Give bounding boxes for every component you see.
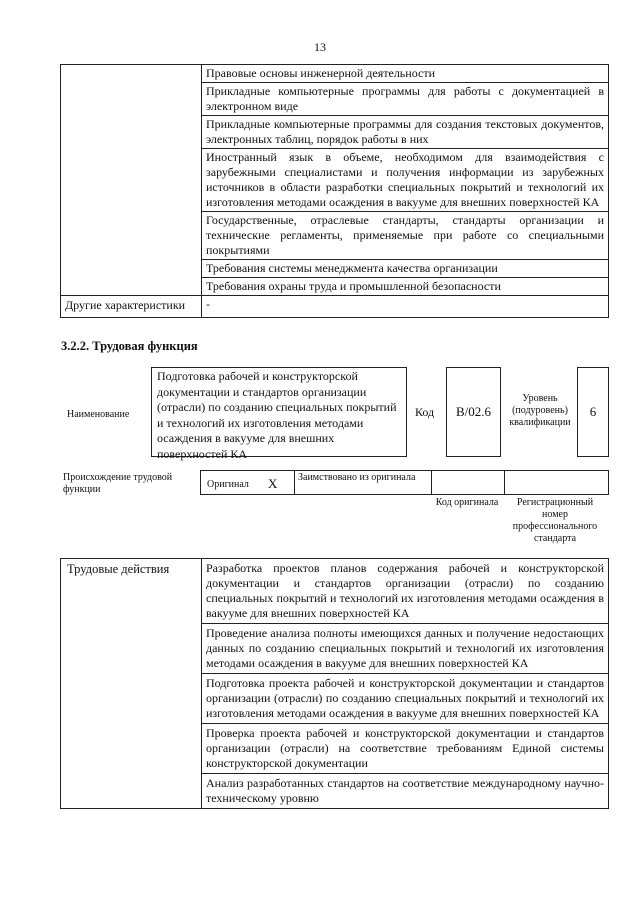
level-label: Уровень (подуровень) квалификации xyxy=(509,393,571,428)
code-value: B/02.6 xyxy=(446,367,501,457)
knowledge-cell: Правовые основы инженерной деятельности xyxy=(202,65,609,83)
action-cell: Анализ разработанных стандартов на соответствие международному научно-техническому уровню xyxy=(202,774,609,809)
knowledge-cell: Требования охраны труда и промышленной безопасности xyxy=(202,278,609,296)
origin-divider xyxy=(504,471,505,494)
table-row xyxy=(61,65,609,83)
name-value: Подготовка рабочей и конструкторской документации и стандартов организации (отрасли) по созданию специальных покрытий и технологий их изготовления методами осаждения в вакууме для внешних поверхностей КА xyxy=(157,369,397,461)
actions-table xyxy=(60,558,609,809)
borrowed-label: Заимствовано из оригинала xyxy=(298,472,416,483)
action-cell: Подготовка проекта рабочей и конструкторской документации и стандартов организации (отрасли) по созданию специальных покрытий и технологий их изготовления методами осаждения в вакууме для внешних поверхностей КА xyxy=(202,674,609,724)
knowledge-cell: Прикладные компьютерные программы для создания текстовых документов, электронных таблиц, порядок работы в них xyxy=(202,116,609,149)
origin-divider xyxy=(431,471,432,494)
original-label: Оригинал xyxy=(207,479,249,490)
other-characteristics-value: - xyxy=(202,296,609,318)
original-cell xyxy=(201,471,295,494)
knowledge-cell: Государственные, отраслевые стандарты, стандарты организации и технические регламенты, применяемые при работе со специальными покрытиями xyxy=(202,212,609,260)
name-value-box xyxy=(151,367,407,461)
level-value: 6 xyxy=(577,367,609,457)
original-code-caption: Код оригинала xyxy=(435,497,499,508)
origin-label: Происхождение трудовой функции xyxy=(63,472,173,495)
knowledge-cell: Прикладные компьютерные программы для работы с документацией в электронном виде xyxy=(202,83,609,116)
origin-row xyxy=(200,470,609,495)
table-row xyxy=(61,296,609,318)
page-number: 13 xyxy=(314,40,326,54)
knowledge-table xyxy=(60,64,609,318)
other-characteristics-label: Другие характеристики xyxy=(61,296,202,318)
action-cell: Проведение анализа полноты имеющихся данных и получение недостающих данных по созданию специальных покрытий и технологий их изготовления методами осаждения в вакууме для внешних поверхностей КА xyxy=(202,624,609,674)
actions-label-cell: Трудовые действия xyxy=(61,559,202,809)
code-label: Код xyxy=(415,405,435,419)
section-heading: 3.2.2. Трудовая функция xyxy=(61,339,198,353)
name-label: Наименование xyxy=(67,409,130,420)
action-cell: Разработка проектов планов содержания рабочей и конструкторской документации и стандартов организации (отрасли) по созданию специальных покрытий и технологий их изготовления методами осаждения в вакууме для внешних поверхностей КА xyxy=(202,559,609,624)
original-mark: X xyxy=(268,476,278,491)
knowledge-cell: Иностранный язык в объеме, необходимом для взаимодействия с зарубежными специалистами и получения информации из зарубежных источников в области разработки специальных покрытий и технологий их изготовления методами осаждения в вакууме для внешних поверхностей КА xyxy=(202,149,609,212)
table-row xyxy=(61,559,609,624)
knowledge-cell: Требования системы менеджмента качества организации xyxy=(202,260,609,278)
reg-number-caption: Регистрационный номер профессионального стандарта xyxy=(512,497,598,544)
action-cell: Проверка проекта рабочей и конструкторской документации и стандартов организации (отрасли) на соответствие требованиям Единой системы конструкторской документации xyxy=(202,724,609,774)
knowledge-label-cell xyxy=(61,65,202,296)
